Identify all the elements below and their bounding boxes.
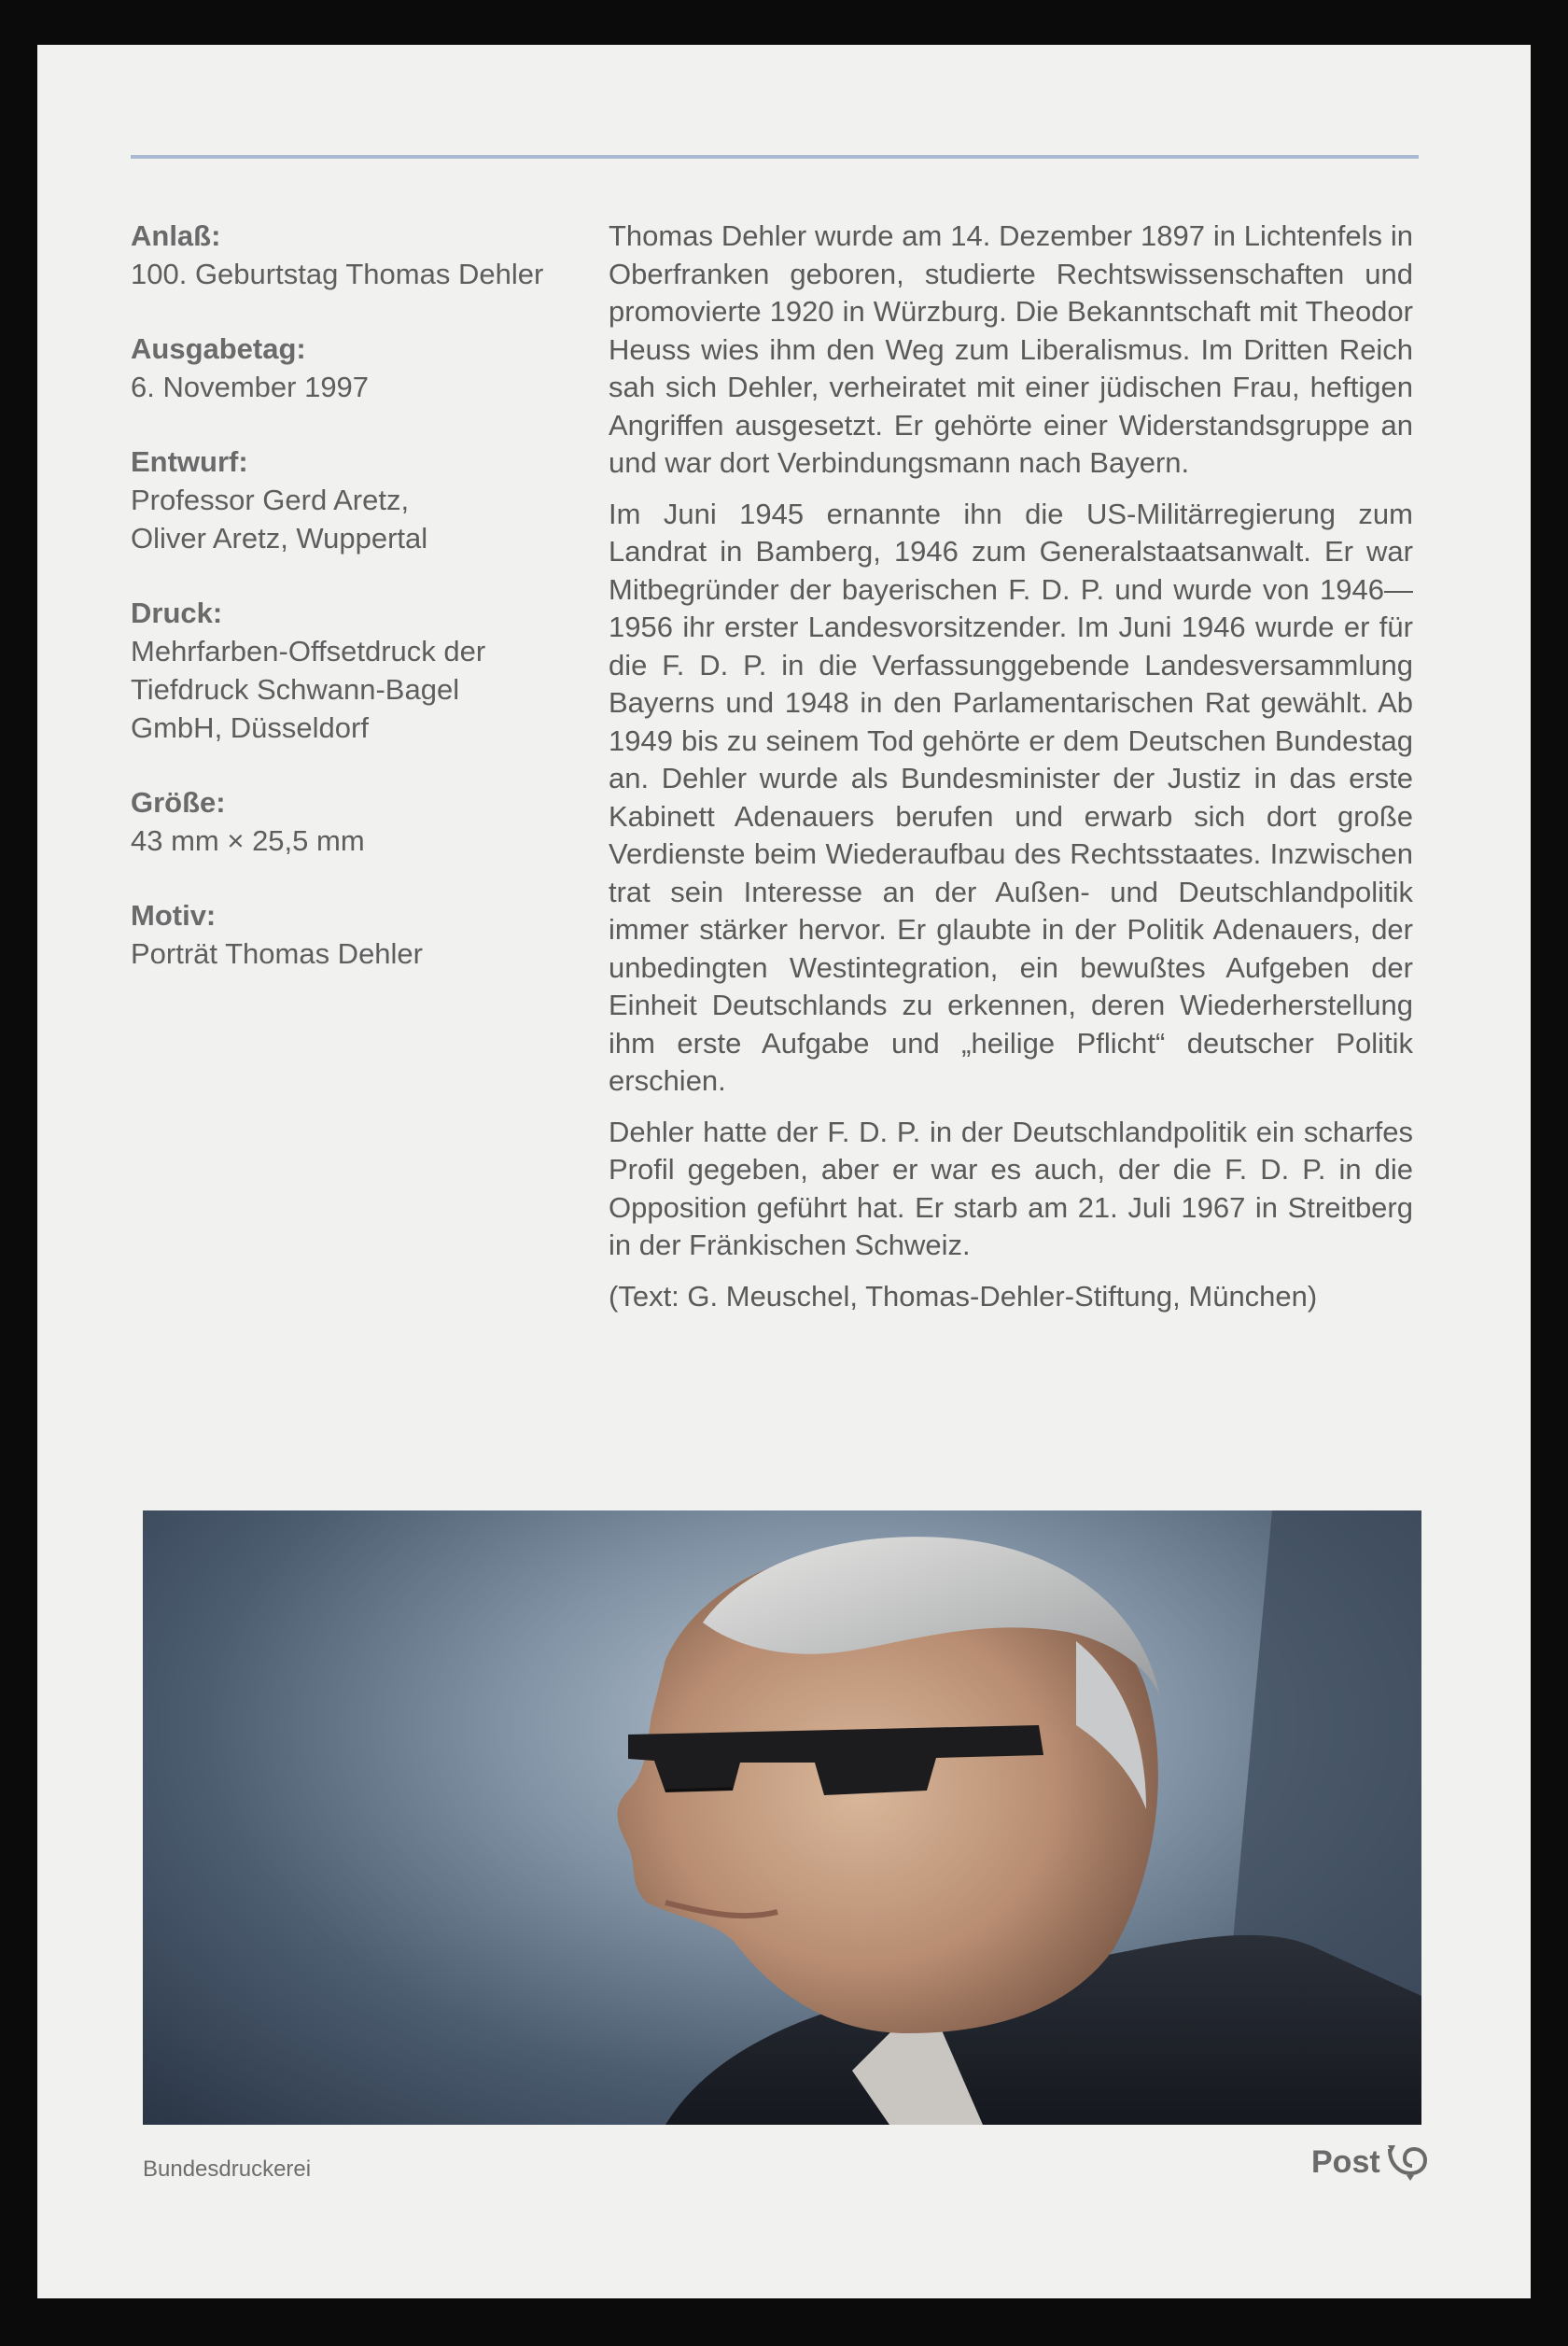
detail-value: Professor Gerd Aretz, Oliver Aretz, Wuppertal	[131, 484, 428, 555]
detail-value: 6. November 1997	[131, 371, 370, 403]
portrait-illustration	[143, 1510, 1421, 2125]
post-label: Post	[1311, 2143, 1380, 2180]
biography-paragraph: Dehler hatte der F. D. P. in der Deutschlandpolitik ein scharfes Profil gegeben, aber er war es auch, der die F. D. P. in die Opposition geführt hat. Er starb am 21. Juli 1967 in Streitberg in der Fränkischen Schweiz.	[609, 1115, 1413, 1261]
text-credit: (Text: G. Meuschel, Thomas-Dehler-Stiftung, München)	[609, 1279, 1318, 1313]
detail-issue-date	[131, 330, 597, 406]
header-rule	[131, 155, 1419, 159]
biography-paragraph: Im Juni 1945 ernannte ihn die US-Militärregierung zum Landrat in Bamberg, 1946 zum Generalstaatsanwalt. Er war Mitbegründer der bayerischen F. D. P. und wurde von 1946—1956 ihr erster Landesvorsitzender. Im Juni 1946 wurde er für die F. D. P. in die Verfassunggebende Landesversammlung Bayerns und 1948 in den Parlamentarischen Rat gewählt. Ab 1949 bis zu seinem Tod gehörte er dem Deutschen Bundestag an. Dehler wurde als Bundesminister der Justiz in das erste Kabinett Adenauers berufen und erwarb sich dort große Verdienste beim Wiederaufbau des Rechtsstaates. Inzwischen trat sein Interesse an der Außen- und Deutschlandpolitik immer stärker hervor. Er glaubte in der Politik Adenauers, der unbedingten Westintegration, ein bewußtes Aufgeben der Einheit Deutschlands zu erkennen, deren Wiederherstellung ihm erste Aufgabe und „heilige Pflicht“ deutscher Politik erschien.	[609, 497, 1413, 1097]
printer-credit: Bundesdruckerei	[143, 2156, 312, 2182]
detail-design	[131, 443, 597, 557]
detail-value: 43 mm × 25,5 mm	[131, 824, 365, 857]
detail-size	[131, 784, 597, 860]
document-sheet	[37, 45, 1531, 2298]
detail-value: Mehrfarben-Offsetdruck der Tiefdruck Schwann-Bagel GmbH, Düsseldorf	[131, 635, 486, 744]
detail-value: 100. Geburtstag Thomas Dehler	[131, 258, 544, 290]
portrait-photo	[143, 1510, 1421, 2125]
detail-label: Anlaß:	[131, 219, 221, 252]
detail-printing	[131, 595, 597, 747]
detail-label: Ausgabetag:	[131, 332, 306, 365]
detail-label: Entwurf:	[131, 445, 248, 478]
detail-label: Druck:	[131, 597, 223, 629]
biography-paragraph: Thomas Dehler wurde am 14. Dezember 1897 in Lichtenfels in Oberfranken geboren, studierte Rechtswissenschaften und promovierte 1920 in Würzburg. Die Bekanntschaft mit Theodor Heuss wies ihm den Weg zum Liberalismus. Im Dritten Reich sah sich Dehler, verheiratet mit einer jüdischen Frau, heftigen Angriffen ausgesetzt. Er gehörte einer Widerstandsgruppe an und war dort Verbindungsmann nach Bayern.	[609, 219, 1413, 479]
detail-label: Größe:	[131, 786, 226, 819]
biography-text	[609, 218, 1413, 1328]
detail-value: Porträt Thomas Dehler	[131, 937, 423, 970]
stamp-details	[131, 218, 597, 1010]
detail-occasion	[131, 218, 597, 293]
detail-label: Motiv:	[131, 899, 217, 932]
post-horn-icon	[1386, 2143, 1429, 2181]
detail-motif	[131, 897, 597, 973]
deutsche-post-logo	[1311, 2143, 1429, 2181]
